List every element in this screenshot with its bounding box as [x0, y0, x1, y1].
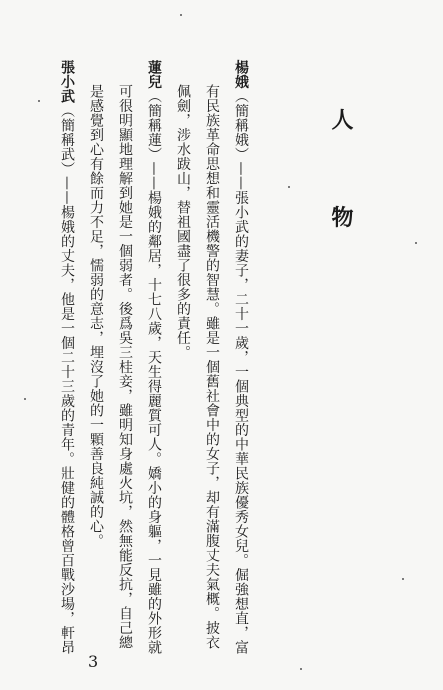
column-text: 可很明顯地理解到她是一個弱者。後爲吳三桂妾，雖明知身處火坑，然無能反抗，自己總 [117, 84, 133, 650]
column-text: ——楊娥的丈夫，他是一個二十三歲的青年。壯健的體格曾百戰沙場，軒昂 [59, 176, 75, 655]
section-heading: 人 物 [328, 108, 354, 262]
scan-speck [288, 186, 290, 188]
character-entry-zhang-xiao-wu [58, 60, 75, 655]
character-abbrev: （簡稱蓮） [146, 89, 162, 162]
scan-speck [300, 668, 302, 670]
scan-speck [38, 100, 40, 102]
column-text: 佩劍，涉水跋山，替祖國盡了很多的責任。 [175, 84, 191, 360]
character-name: 蓮兒 [146, 60, 162, 89]
text-column [116, 84, 133, 650]
character-abbrev: （簡稱武） [59, 103, 75, 176]
scan-speck [24, 398, 26, 400]
character-entry-lian-er [145, 60, 162, 655]
scan-speck [180, 14, 182, 16]
text-column [174, 84, 191, 360]
column-text: 有民族革命思想和靈活機警的智慧。雖是一個舊社會中的女子，却有滿腹丈夫氣概。披衣 [204, 84, 220, 650]
column-text: 是感覺到心有餘而力不足，懦弱的意志，埋沒了她的一顆善良純誠的心。 [88, 84, 104, 548]
page-number: 3 [88, 652, 105, 671]
scan-speck [415, 242, 417, 244]
scan-speck [402, 578, 404, 580]
text-column [203, 84, 220, 650]
column-text: ——張小武的妻子，二十一歲，一個典型的中華民族優秀女兒。倔強想直，富 [233, 161, 249, 655]
character-entry-yang-e [232, 60, 249, 655]
character-abbrev: （簡稱娥） [233, 89, 249, 162]
character-name: 楊娥 [233, 60, 249, 89]
column-text: ——楊娥的鄰居，十七八歲，天生得麗質可人。嬌小的身軀，一見雖的外形就 [146, 161, 162, 655]
text-column [87, 84, 104, 548]
character-name: 張小武 [59, 60, 75, 104]
